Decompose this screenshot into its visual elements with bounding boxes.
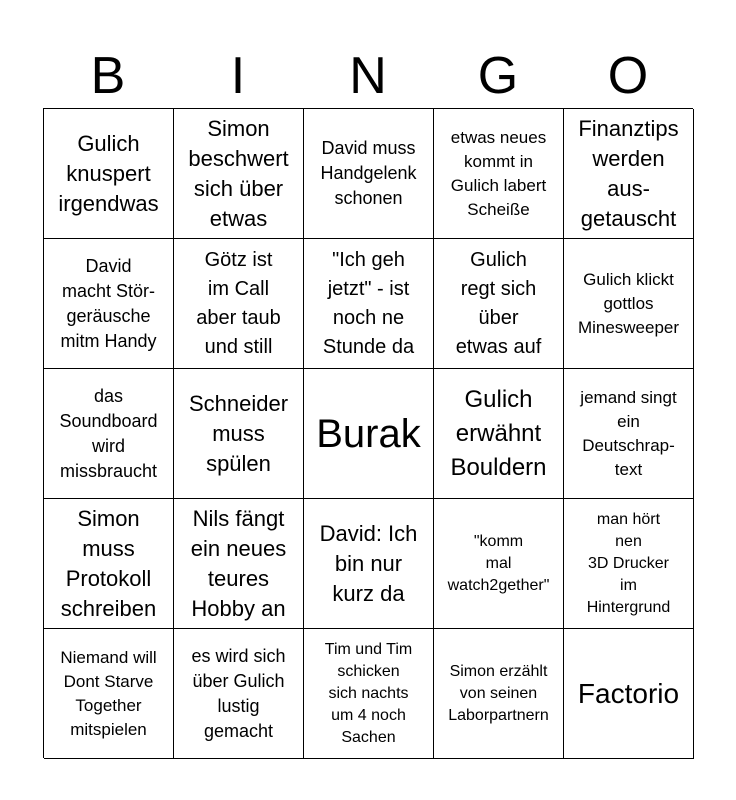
bingo-cell[interactable] bbox=[174, 629, 304, 759]
bingo-cell[interactable] bbox=[564, 499, 694, 629]
cell-text: Schneider muss spülen bbox=[188, 390, 289, 476]
bingo-cell[interactable] bbox=[434, 369, 564, 499]
bingo-cell[interactable] bbox=[564, 109, 694, 239]
cell-text: Gulich klickt gottlos Minesweeper bbox=[577, 269, 680, 337]
header-letter-g: G bbox=[477, 47, 519, 105]
cell-text: Simon beschwert sich über etwas bbox=[188, 115, 289, 231]
cell-text: Niemand will Dont Starve Together mitspielen bbox=[60, 647, 157, 739]
bingo-cell[interactable] bbox=[174, 499, 304, 629]
bingo-cell[interactable] bbox=[304, 629, 434, 759]
bingo-cell[interactable] bbox=[174, 369, 304, 499]
cell-text: David: Ich bin nur kurz da bbox=[319, 520, 418, 606]
bingo-cell[interactable] bbox=[434, 499, 564, 629]
bingo-cell[interactable] bbox=[174, 239, 304, 369]
bingo-cell[interactable] bbox=[434, 629, 564, 759]
header-letter-o: O bbox=[607, 47, 649, 105]
cell-text: das Soundboard wird missbraucht bbox=[59, 385, 158, 481]
bingo-cell-free[interactable] bbox=[304, 369, 434, 499]
header-letter-b: B bbox=[90, 47, 126, 105]
bingo-header bbox=[43, 46, 693, 106]
cell-text: Gulich regt sich über etwas auf bbox=[455, 248, 542, 358]
cell-text: Götz ist im Call aber taub und still bbox=[196, 248, 281, 358]
cell-text: Factorio bbox=[577, 677, 680, 709]
bingo-cell[interactable] bbox=[434, 109, 564, 239]
bingo-cell[interactable] bbox=[564, 239, 694, 369]
bingo-cell[interactable] bbox=[564, 369, 694, 499]
cell-text: "Ich geh jetzt" - ist noch ne Stunde da bbox=[322, 248, 415, 358]
cell-text: Gulich knuspert irgendwas bbox=[58, 130, 159, 216]
cell-text: Simon muss Protokoll schreiben bbox=[60, 505, 157, 621]
bingo-cell[interactable] bbox=[44, 109, 174, 239]
bingo-cell[interactable] bbox=[44, 629, 174, 759]
cell-text: Tim und Tim schicken sich nachts um 4 noch Sachen bbox=[324, 640, 413, 746]
bingo-cell[interactable] bbox=[434, 239, 564, 369]
cell-text: "komm mal watch2gether" bbox=[447, 532, 550, 594]
bingo-cell[interactable] bbox=[304, 499, 434, 629]
bingo-cell[interactable] bbox=[174, 109, 304, 239]
bingo-cell[interactable] bbox=[44, 499, 174, 629]
cell-text: etwas neues kommt in Gulich labert Scheiße bbox=[450, 127, 547, 219]
bingo-cell[interactable] bbox=[304, 109, 434, 239]
cell-text: es wird sich über Gulich lustig gemacht bbox=[191, 645, 286, 741]
header-letter-n: N bbox=[349, 47, 387, 105]
cell-text: Gulich erwähnt Bouldern bbox=[450, 385, 547, 481]
cell-text: Burak bbox=[316, 411, 421, 456]
bingo-cell[interactable] bbox=[564, 629, 694, 759]
bingo-grid bbox=[43, 108, 693, 758]
cell-text: David macht Stör- geräusche mitm Handy bbox=[60, 255, 157, 351]
bingo-cell[interactable] bbox=[44, 239, 174, 369]
cell-text: Nils fängt ein neues teures Hobby an bbox=[190, 505, 287, 621]
header-letter-i: I bbox=[230, 47, 246, 105]
bingo-cell[interactable] bbox=[44, 369, 174, 499]
cell-text: Finanztips werden aus- getauscht bbox=[578, 115, 679, 231]
bingo-cell[interactable] bbox=[304, 239, 434, 369]
cell-text: David muss Handgelenk schonen bbox=[320, 138, 417, 208]
cell-text: Simon erzählt von seinen Laborpartnern bbox=[448, 662, 549, 724]
cell-text: jemand singt ein Deutschrap- text bbox=[580, 387, 677, 479]
cell-text: man hört nen 3D Drucker im Hintergrund bbox=[586, 510, 671, 616]
